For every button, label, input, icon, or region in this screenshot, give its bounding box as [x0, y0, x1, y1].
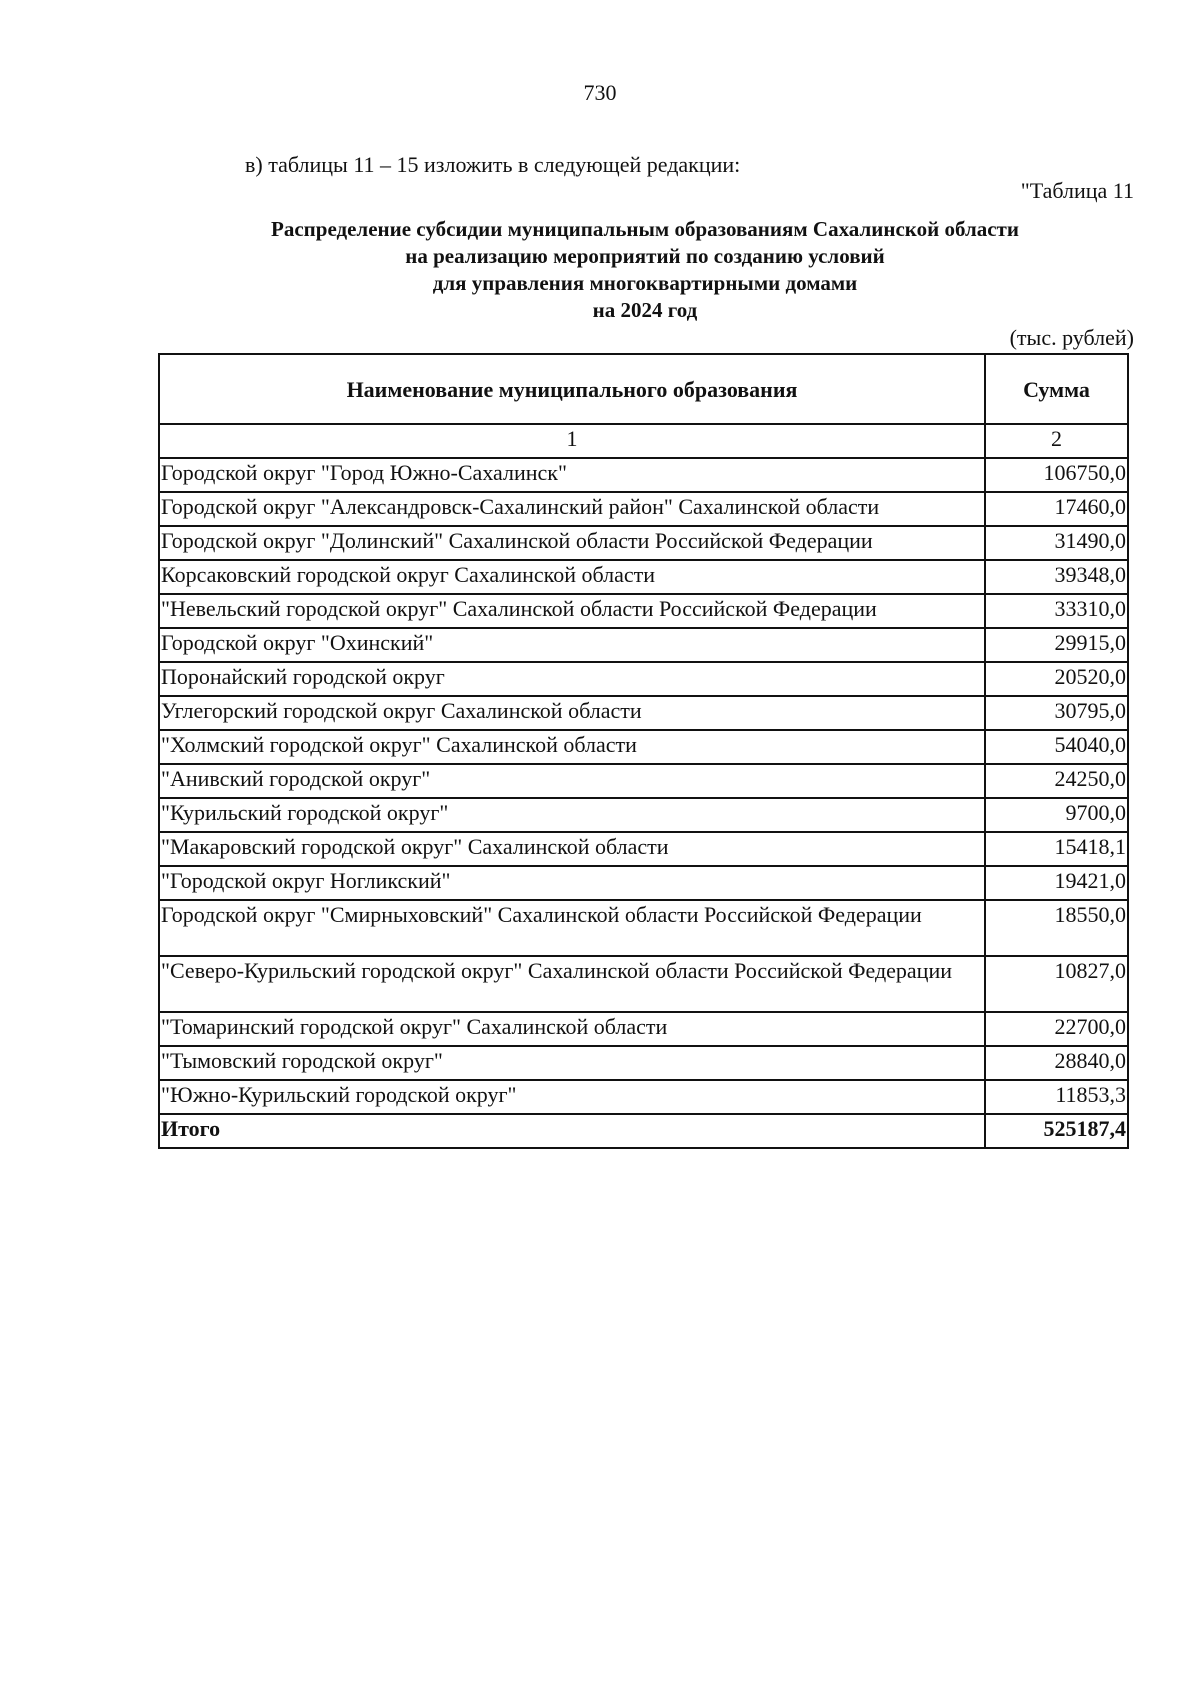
total-row — [159, 1114, 1128, 1148]
table-title — [0, 216, 1200, 324]
title-line: для управления многоквартирными домами — [432, 271, 858, 295]
subsidy-amount: 9700,0 — [985, 798, 1128, 832]
subsidy-amount: 31490,0 — [985, 526, 1128, 560]
table-row — [159, 628, 1128, 662]
table-row — [159, 662, 1128, 696]
subsidy-amount: 106750,0 — [985, 458, 1128, 492]
municipality-name: Городской округ "Охинский" — [159, 628, 985, 662]
municipality-name: Городской округ "Александровск-Сахалинский район" Сахалинской области — [159, 492, 985, 526]
municipality-name: Городской округ "Смирныховский" Сахалинской области Российской Федерации — [159, 900, 985, 956]
header-amount: Сумма — [985, 354, 1128, 424]
column-number: 1 — [159, 424, 985, 458]
municipality-name: Углегорский городской округ Сахалинской области — [159, 696, 985, 730]
subsidy-amount: 18550,0 — [985, 900, 1128, 956]
municipality-name: "Северо-Курильский городской округ" Сахалинской области Российской Федерации — [159, 956, 985, 1012]
table-row — [159, 594, 1128, 628]
subsidy-amount: 54040,0 — [985, 730, 1128, 764]
total-label: Итого — [159, 1114, 985, 1148]
municipality-name: "Томаринский городской округ" Сахалинской области — [159, 1012, 985, 1046]
title-line: на 2024 год — [592, 298, 698, 322]
table-row — [159, 730, 1128, 764]
table-row — [159, 866, 1128, 900]
subsidy-amount: 29915,0 — [985, 628, 1128, 662]
municipality-name: "Южно-Курильский городской округ" — [159, 1080, 985, 1114]
municipality-name: Городской округ "Город Южно-Сахалинск" — [159, 458, 985, 492]
subsidy-amount: 10827,0 — [985, 956, 1128, 1012]
table-row — [159, 956, 1128, 1012]
intro-text: в) таблицы 11 – 15 изложить в следующей редакции: — [245, 152, 741, 177]
table-row — [159, 798, 1128, 832]
table-row — [159, 458, 1128, 492]
subsidy-amount: 20520,0 — [985, 662, 1128, 696]
municipality-name: Городской округ "Долинский" Сахалинской области Российской Федерации — [159, 526, 985, 560]
page-number: 730 — [583, 80, 617, 105]
subsidy-amount: 15418,1 — [985, 832, 1128, 866]
title-line: Распределение субсидии муниципальным образованиям Сахалинской области — [271, 217, 1019, 241]
table-row — [159, 560, 1128, 594]
municipality-name: Корсаковский городской округ Сахалинской области — [159, 560, 985, 594]
subsidy-amount: 11853,3 — [985, 1080, 1128, 1114]
subsidy-table — [158, 353, 1129, 1149]
table-row — [159, 1080, 1128, 1114]
subsidy-amount: 33310,0 — [985, 594, 1128, 628]
table-row — [159, 1046, 1128, 1080]
table-row — [159, 696, 1128, 730]
municipality-name: "Холмский городской округ" Сахалинской области — [159, 730, 985, 764]
municipality-name: "Курильский городской округ" — [159, 798, 985, 832]
table-row — [159, 492, 1128, 526]
municipality-name: "Макаровский городской округ" Сахалинской области — [159, 832, 985, 866]
subsidy-amount: 39348,0 — [985, 560, 1128, 594]
title-line: на реализацию мероприятий по созданию условий — [405, 244, 885, 268]
table-body — [159, 424, 1128, 1148]
table-row — [159, 900, 1128, 956]
table-row — [159, 832, 1128, 866]
table-row — [159, 526, 1128, 560]
table-row — [159, 1012, 1128, 1046]
subsidy-amount: 30795,0 — [985, 696, 1128, 730]
total-amount: 525187,4 — [985, 1114, 1128, 1148]
header-row — [159, 354, 1128, 424]
unit-label: (тыс. рублей) — [1009, 325, 1134, 350]
subsidy-amount: 19421,0 — [985, 866, 1128, 900]
subsidy-amount: 24250,0 — [985, 764, 1128, 798]
subsidy-amount: 22700,0 — [985, 1012, 1128, 1046]
municipality-name: Поронайский городской округ — [159, 662, 985, 696]
subsidy-amount: 28840,0 — [985, 1046, 1128, 1080]
municipality-name: "Невельский городской округ" Сахалинской области Российской Федерации — [159, 594, 985, 628]
table-label: "Таблица 11 — [1020, 178, 1134, 203]
municipality-name: "Анивский городской округ" — [159, 764, 985, 798]
municipality-name: "Городской округ Ногликский" — [159, 866, 985, 900]
column-number: 2 — [985, 424, 1128, 458]
subsidy-amount: 17460,0 — [985, 492, 1128, 526]
table-row — [159, 764, 1128, 798]
header-name: Наименование муниципального образования — [159, 354, 985, 424]
column-number-row — [159, 424, 1128, 458]
municipality-name: "Тымовский городской округ" — [159, 1046, 985, 1080]
